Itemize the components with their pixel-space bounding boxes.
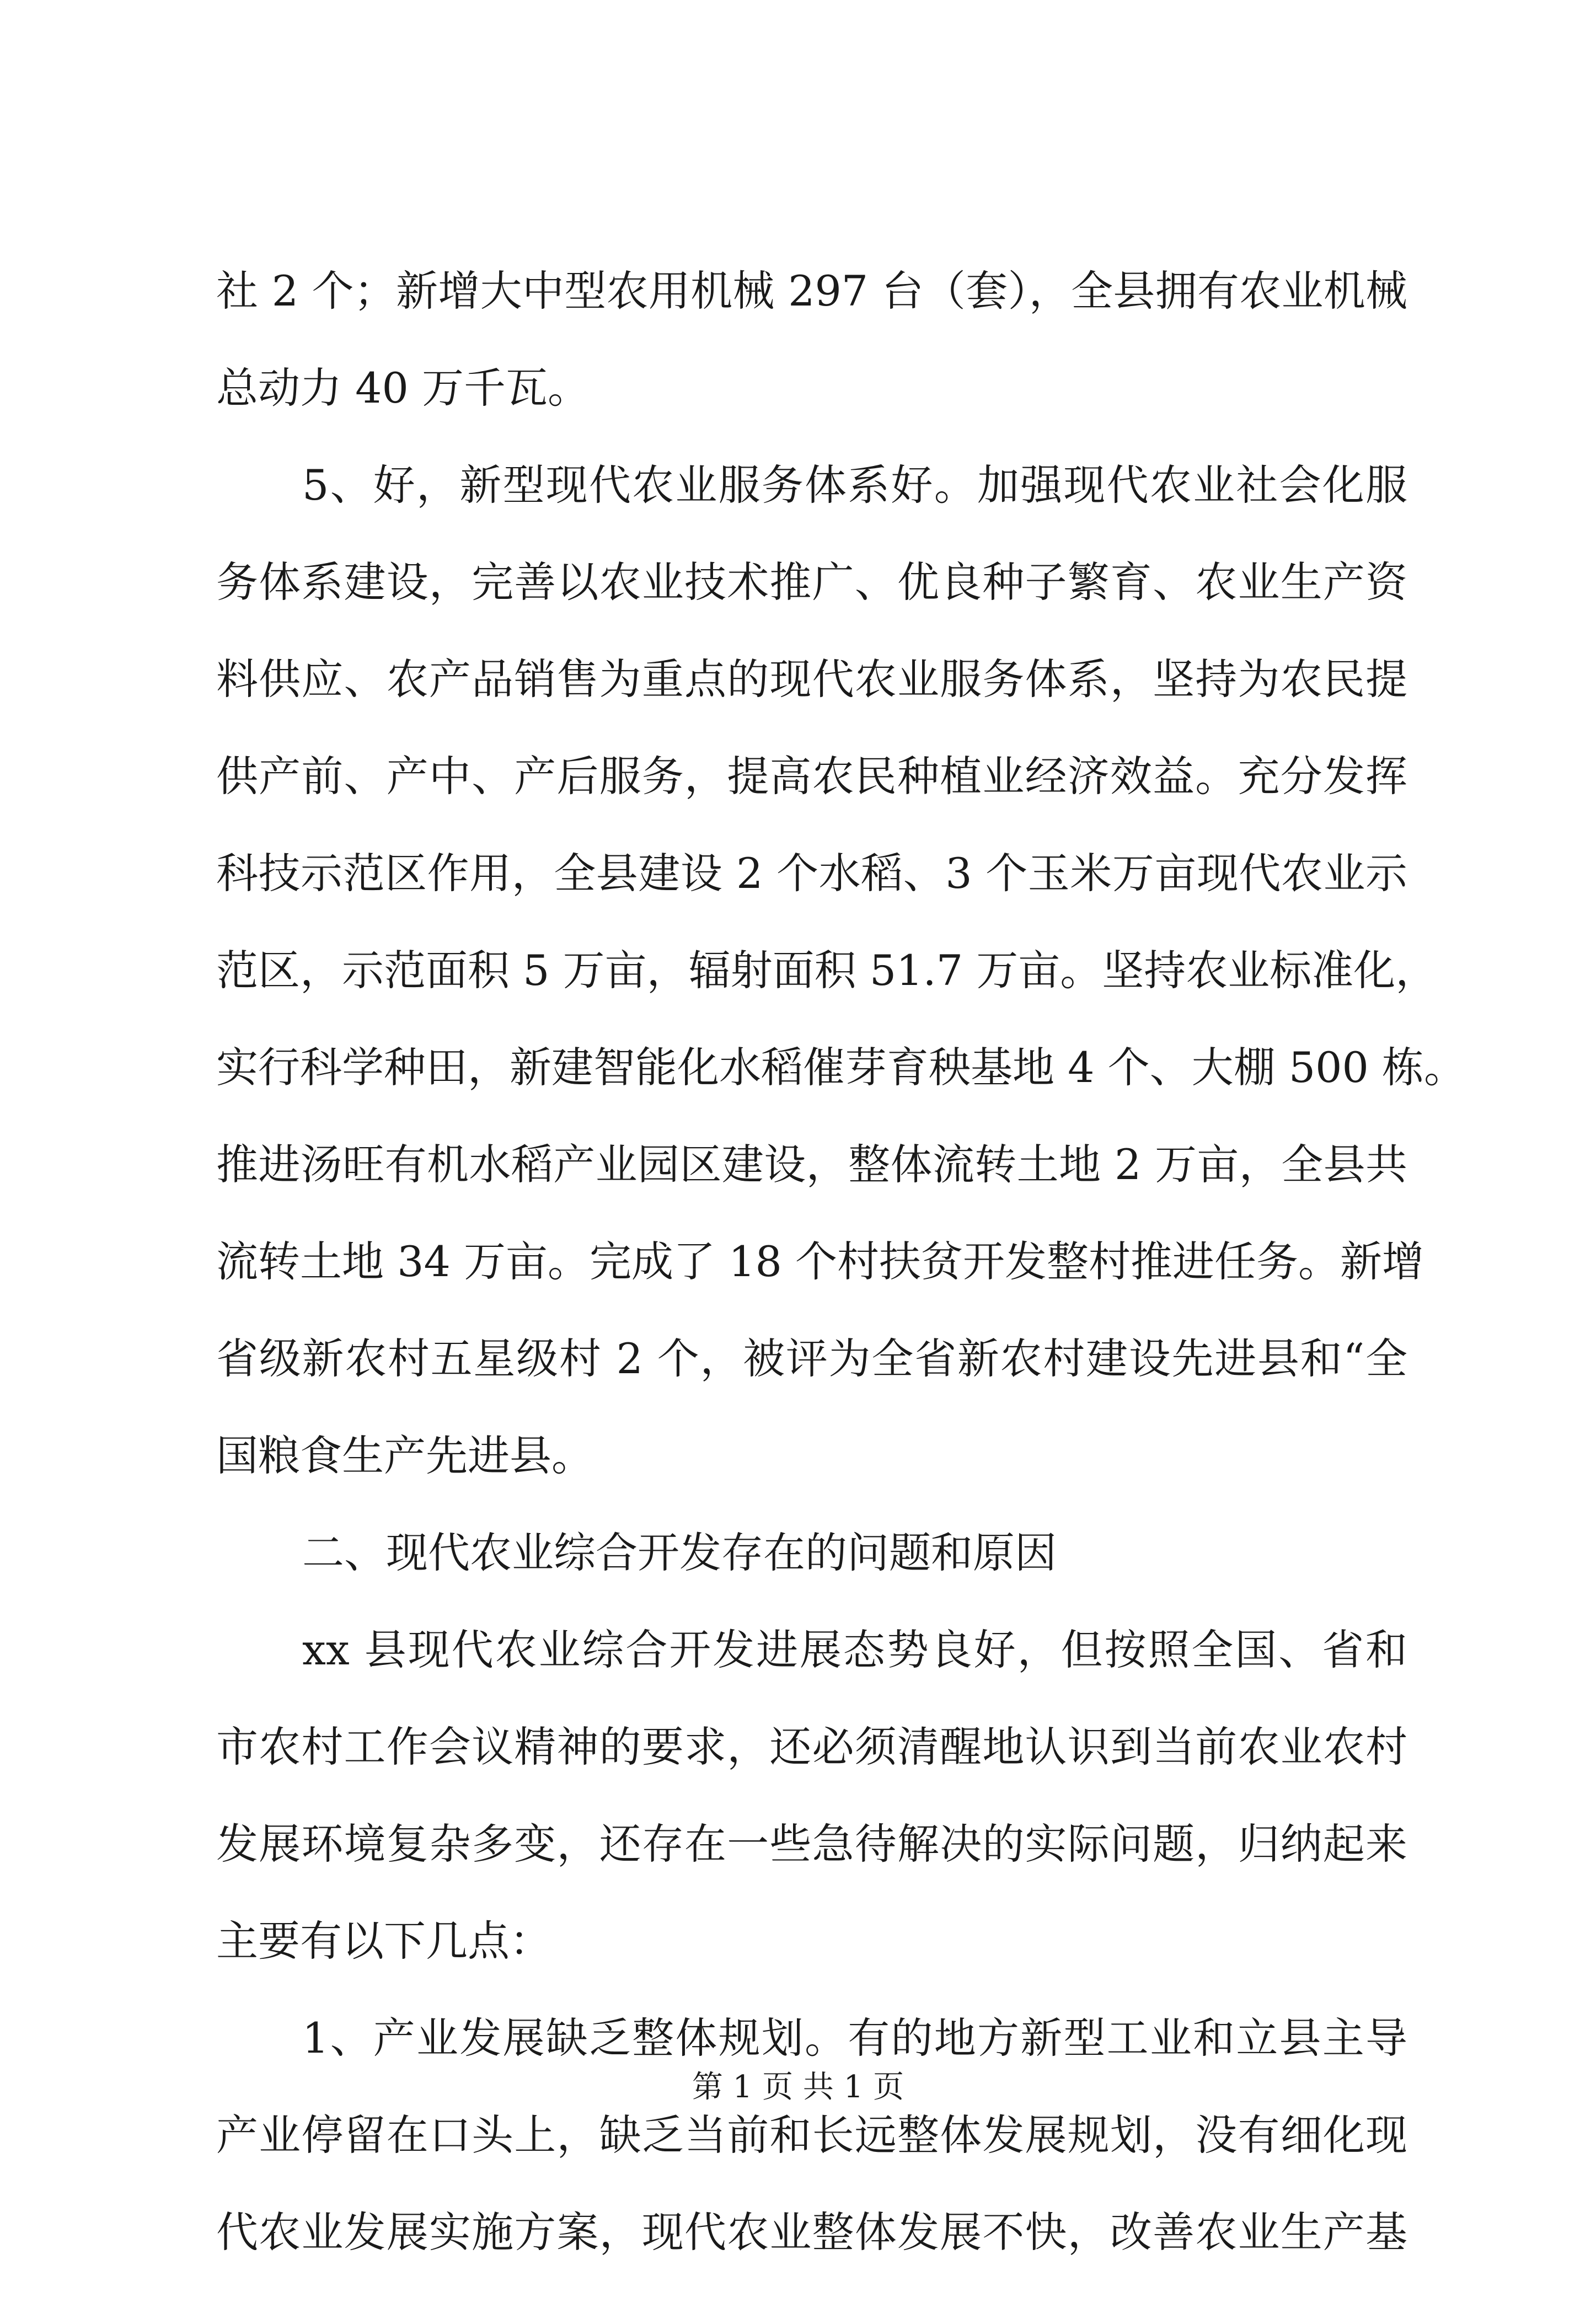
text-line: 流转土地 34 万亩。完成了 18 个村扶贫开发整村推进任务。新增 <box>216 1237 1424 1286</box>
text-line: 推进汤旺有机水稻产业园区建设，整体流转土地 2 万亩，全县共 <box>216 1140 1407 1189</box>
text-line: 务体系建设，完善以农业技术推广、优良种子繁育、农业生产资 <box>216 558 1407 607</box>
paragraph-start-line: 1、产业发展缺乏整体规划。有的地方新型工业和立县主导 <box>302 2013 1407 2063</box>
page-number-footer: 第 1 页 共 1 页 <box>692 2069 904 2105</box>
text-line: 社 2 个；新增大中型农用机械 297 台（套），全县拥有农业机械 <box>216 266 1407 315</box>
text-line: 科技示范区作用，全县建设 2 个水稻、3 个玉米万亩现代农业示 <box>216 849 1407 898</box>
text-line: 产业停留在口头上，缺乏当前和长远整体发展规划，没有细化现 <box>216 2111 1407 2160</box>
body-text <box>216 265 1466 2303</box>
text-line: 料供应、农产品销售为重点的现代农业服务体系，坚持为农民提 <box>216 655 1407 704</box>
text-line: 省级新农村五星级村 2 个，被评为全省新农村建设先进县和“全 <box>216 1334 1407 1383</box>
text-line: 代农业发展实施方案，现代农业整体发展不快，改善农业生产基 <box>216 2208 1407 2257</box>
text-line: 市农村工作会议精神的要求，还必须清醒地认识到当前农业农村 <box>216 1722 1407 1771</box>
text-line: 发展环境复杂多变，还存在一些急待解决的实际问题，归纳起来 <box>216 1819 1407 1868</box>
text-line: 范区，示范面积 5 万亩，辐射面积 51.7 万亩。坚持农业标准化， <box>216 946 1438 995</box>
text-line: 总动力 40 万千瓦。 <box>216 363 590 413</box>
paragraph-start-line: xx 县现代农业综合开发进展态势良好，但按照全国、省和 <box>302 1625 1407 1674</box>
text-line: 实行科学种田，新建智能化水稻催芽育秧基地 4 个、大棚 500 栋。 <box>216 1043 1466 1092</box>
section-heading: 二、现代农业综合开发存在的问题和原因 <box>302 1528 1057 1577</box>
text-line: 国粮食生产先进县。 <box>216 1431 593 1480</box>
text-line: 主要有以下几点： <box>216 1916 551 1965</box>
text-line: 供产前、产中、产后服务，提高农民种植业经济效益。充分发挥 <box>216 752 1407 801</box>
paragraph-start-line: 5、好，新型现代农业服务体系好。加强现代农业社会化服 <box>302 460 1407 510</box>
